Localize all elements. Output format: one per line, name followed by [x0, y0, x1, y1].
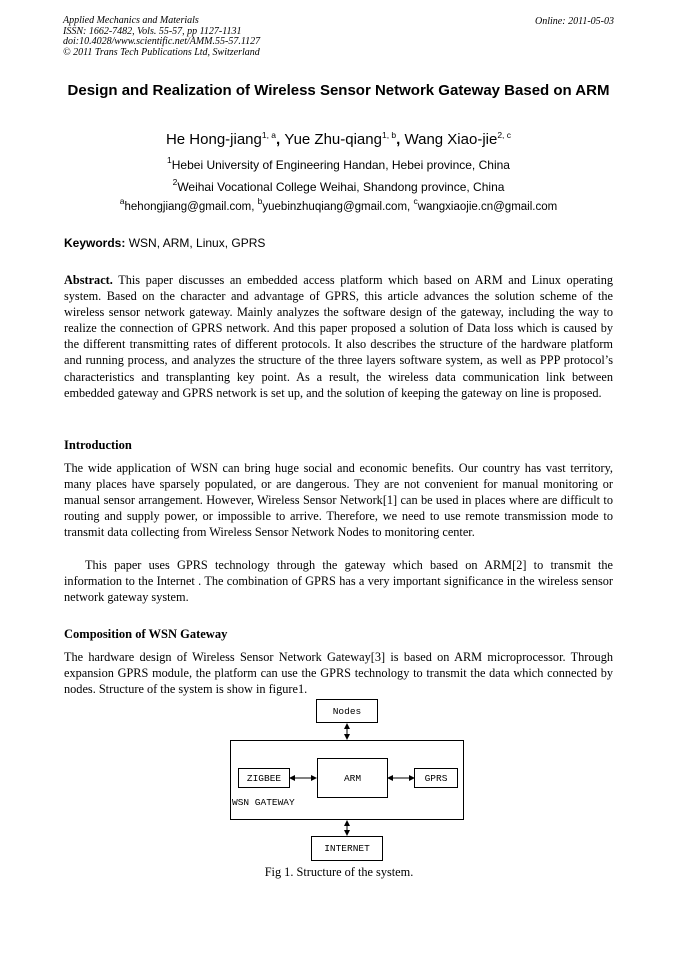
- keywords-label: Keywords:: [64, 236, 126, 250]
- author-name: He Hong-jiang: [165, 131, 262, 148]
- composition-paragraph-1: The hardware design of Wireless Sensor Network Gateway[3] is based on ARM microprocessor. Through expansion GPRS module, the platform can use the GPRS technology to transmit the data which connected by nodes. Structure of the system is show in figure1.: [64, 650, 613, 697]
- email-sup: a: [119, 196, 125, 206]
- introduction-paragraph-1: The wide application of WSN can bring huge social and economic benefits. Our country has vast territory, many places have sparsely populated, or are dangerous. They are not convenient for manual monitoring or manual sensor arrangement. However, Wireless Sensor Network[1] can be used in places where are difficult to routing and supply power, or impossible to arrive. Therefore, we need to use remote transmission mode to transmit data collecting from Wireless Sensor Network Nodes to monitoring center.: [64, 461, 613, 540]
- abstract-text: This paper discusses an embedded access platform which based on ARM and Linux operating system. Based on the character and advantage of GPRS, this article advances the solution scheme of the wireless sensor network gateway. Mainly analyzes the software design of the gateway, including the way to realize the connection of GPRS network. And this paper proposed a solution of Data loss which is caused by the different transmitting rates of different protocols. It also describes the structure of the hardware platform and running process, and analyzes the structure of the three layers software system, as well as PPP protocol’s characteristics and transplanting key point. As a result, the wireless data communication link between embedded gateway and GPRS network is set up, and the solution of keeping the gateway on line is proposed.: [64, 273, 613, 400]
- author-name: Wang Xiao-jie: [404, 131, 498, 148]
- email-sup: c: [413, 196, 418, 206]
- arm-label: ARM: [343, 772, 362, 784]
- introduction-heading: Introduction: [64, 438, 132, 452]
- author-sup: 1, b: [381, 130, 397, 140]
- arm-box: [317, 758, 388, 798]
- email-text: yuebinzhuqiang@gmail.com,: [262, 201, 414, 213]
- keywords-text: WSN, ARM, Linux, GPRS: [125, 236, 266, 250]
- issn-line: ISSN: 1662-7482, Vols. 55-57, pp 1127-1131: [63, 25, 242, 37]
- paper-title: Design and Realization of Wireless Sensor Network Gateway Based on ARM: [67, 82, 610, 99]
- figure-caption: Fig 1. Structure of the system.: [264, 865, 414, 879]
- zigbee-box: [238, 768, 290, 788]
- author-sup: 1, a: [261, 130, 277, 140]
- zigbee-label: ZIGBEE: [246, 772, 282, 784]
- affiliation-text: Weihai Vocational College Weihai, Shandong province, China: [177, 180, 505, 194]
- gprs-label: GPRS: [424, 772, 448, 784]
- online-date: Online: 2011-05-03: [535, 16, 614, 27]
- author-separator: ,: [396, 131, 405, 148]
- internet-label: INTERNET: [324, 843, 370, 854]
- doi-line: doi:10.4028/www.scientific.net/AMM.55-57.1127: [63, 36, 261, 48]
- copyright-line: © 2011 Trans Tech Publications Ltd, Switzerland: [63, 46, 260, 58]
- affiliation-sup: 2: [172, 177, 178, 187]
- author-separator: ,: [276, 131, 285, 148]
- affiliation-text: Hebei University of Engineering Handan, Hebei province, China: [171, 158, 510, 172]
- journal-name: Applied Mechanics and Materials: [63, 15, 199, 26]
- author-name: Yue Zhu-qiang: [284, 131, 382, 148]
- email-text: hehongjiang@gmail.com,: [124, 201, 258, 213]
- introduction-paragraph-2: This paper uses GPRS technology through the gateway which based on ARM[2] to transmit the information to the Internet . The combination of GPRS has a very important significance in the wireless sensor network gateway system.: [64, 558, 613, 605]
- gprs-box: [414, 768, 458, 788]
- gateway-label: WSN GATEWAY: [232, 797, 295, 808]
- internet-box: [311, 836, 383, 861]
- email-sup: b: [257, 196, 263, 206]
- abstract-label: Abstract.: [64, 273, 113, 287]
- author-sup: 2, c: [497, 130, 512, 140]
- composition-heading: Composition of WSN Gateway: [64, 627, 228, 641]
- nodes-box: [316, 699, 378, 723]
- affiliation-sup: 1: [167, 155, 172, 165]
- email-text: wangxiaojie.cn@gmail.com: [417, 201, 558, 213]
- nodes-label: Nodes: [332, 705, 362, 717]
